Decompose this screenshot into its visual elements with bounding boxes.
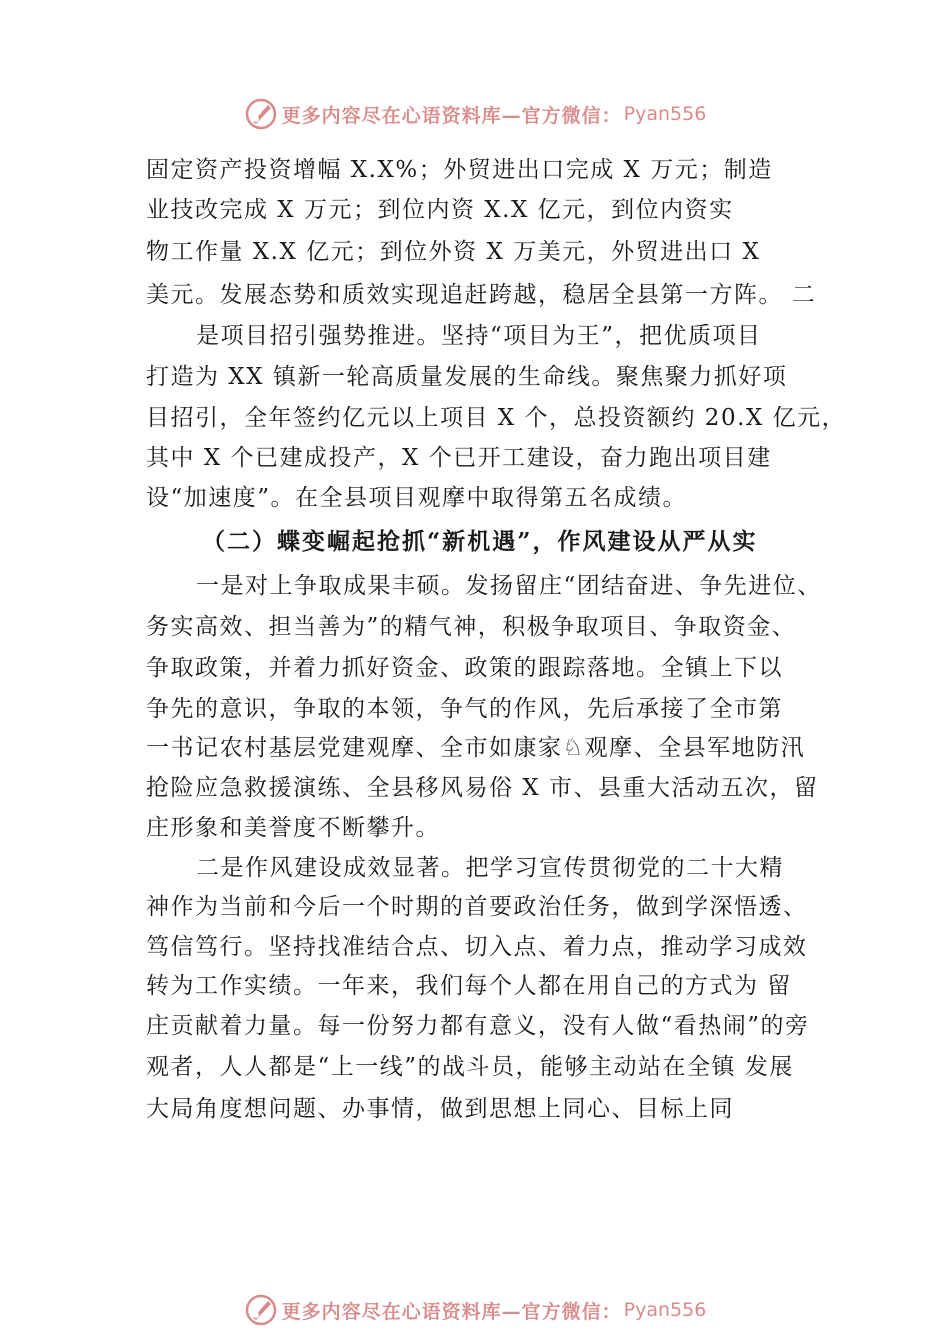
paragraph-line: 一书记农村基层党建观摩、全市如康家♘观摩、全县军地防汛 [146,735,806,761]
pen-logo-icon [244,1293,278,1327]
paragraph-line: 固定资产投资增幅 X.X%；外贸进出口完成 X 万元；制造 [146,157,773,183]
paragraph-line: 物工作量 X.X 亿元；到位外资 X 万美元，外贸进出口 X [146,239,761,265]
paragraph-line: 转为工作实绩。一年来，我们每个人都在用自己的方式为 留 [146,973,792,999]
section-heading: （二）蝶变崛起抢抓“新机遇”，作风建设从严从实 [202,528,758,555]
paragraph-line: 打造为 XX 镇新一轮高质量发展的生命线。聚焦聚力抓好项 [146,364,788,390]
paragraph-line: 业技改完成 X 万元；到位内资 X.X 亿元，到位内资实 [146,197,734,223]
header-watermark [0,94,950,134]
paragraph-line: 庄形象和美誉度不断攀升。 [146,815,440,841]
pen-logo-icon [244,97,278,131]
paragraph-line: 大局角度想问题、办事情，做到思想上同心、目标上同 [146,1096,734,1122]
watermark-wechat-id: Pyan556 [623,103,707,125]
paragraph-line: 笃信笃行。坚持找准结合点、切入点、着力点，推动学习成效 [146,934,808,960]
paragraph-line: 是项目招引强势推进。坚持“项目为王”，把优质项目 [196,323,762,349]
paragraph-line: 一是对上争取成果丰硕。发扬留庄“团结奋进、争先进位、 [196,573,822,599]
watermark-text: 更多内容尽在心语资料库—官方微信： [281,1300,622,1323]
watermark-text: 更多内容尽在心语资料库—官方微信： [281,104,622,127]
paragraph-line: 庄贡献着力量。每一份努力都有意义，没有人做“看热闹”的旁 [146,1013,810,1039]
paragraph-line: 其中 X 个已建成投产，X 个已开工建设，奋力跑出项目建 [146,445,772,471]
paragraph-line: 目招引，全年签约亿元以上项目 X 个，总投资额约 20.X 亿元， [146,405,847,431]
paragraph-line: 设“加速度”。在全县项目观摩中取得第五名成绩。 [146,485,688,511]
paragraph-line: 神作为当前和今后一个时期的首要政治任务，做到学深悟透、 [146,894,808,920]
paragraph-line: 二是作风建设成效显著。把学习宣传贯彻党的二十大精 [196,855,784,881]
paragraph-line: 务实高效、担当善为”的精气神，积极争取项目、争取资金、 [146,614,797,640]
paragraph-line: 争先的意识，争取的本领，争气的作风，先后承接了全市第 [146,696,783,722]
paragraph-line: 争取政策，并着力抓好资金、政策的跟踪落地。全镇上下以 [146,655,783,681]
watermark-wechat-id: Pyan556 [623,1299,707,1321]
paragraph-line: 美元。发展态势和质效实现追赶跨越，稳居全县第一方阵。 二 [146,282,817,308]
footer-watermark [0,1290,950,1330]
paragraph-line: 观者，人人都是“上一线”的战斗员，能够主动站在全镇 发展 [146,1054,794,1080]
paragraph-line: 抢险应急救援演练、全县移风易俗 X 市、县重大活动五次，留 [146,775,819,801]
